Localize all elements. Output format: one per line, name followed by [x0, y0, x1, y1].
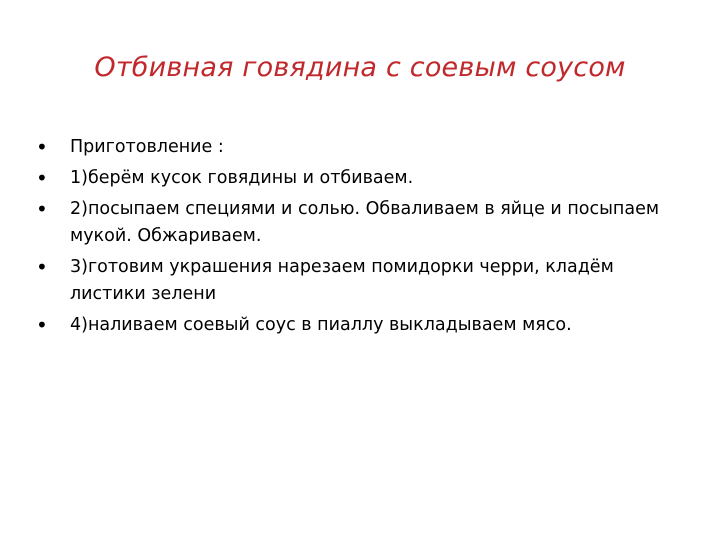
bullet-text: 2)посыпаем специями и солью. Обваливаем в яйце и посыпаем мукой. Обжариваем. — [70, 199, 660, 246]
slide-title: Отбивная говядина с соевым соусом — [94, 52, 626, 83]
bullet-item-2 — [36, 165, 686, 192]
bullet-item-5 — [36, 312, 686, 339]
bullet-icon: • — [36, 197, 48, 221]
bullet-item-1 — [36, 134, 686, 161]
bullet-item-3 — [36, 196, 686, 250]
bullet-icon: • — [36, 255, 48, 279]
bullet-icon: • — [36, 313, 48, 337]
bullet-list — [36, 134, 686, 343]
bullet-icon: • — [36, 135, 48, 159]
bullet-text: Приготовление : — [70, 137, 224, 157]
bullet-text: 4)наливаем соевый соус в пиаллу выкладываем мясо. — [70, 315, 572, 335]
bullet-text: 1)берём кусок говядины и отбиваем. — [70, 168, 414, 188]
bullet-item-4 — [36, 254, 686, 308]
bullet-text: 3)готовим украшения нарезаем помидорки черри, кладём листики зелени — [70, 257, 614, 304]
bullet-icon: • — [36, 166, 48, 190]
